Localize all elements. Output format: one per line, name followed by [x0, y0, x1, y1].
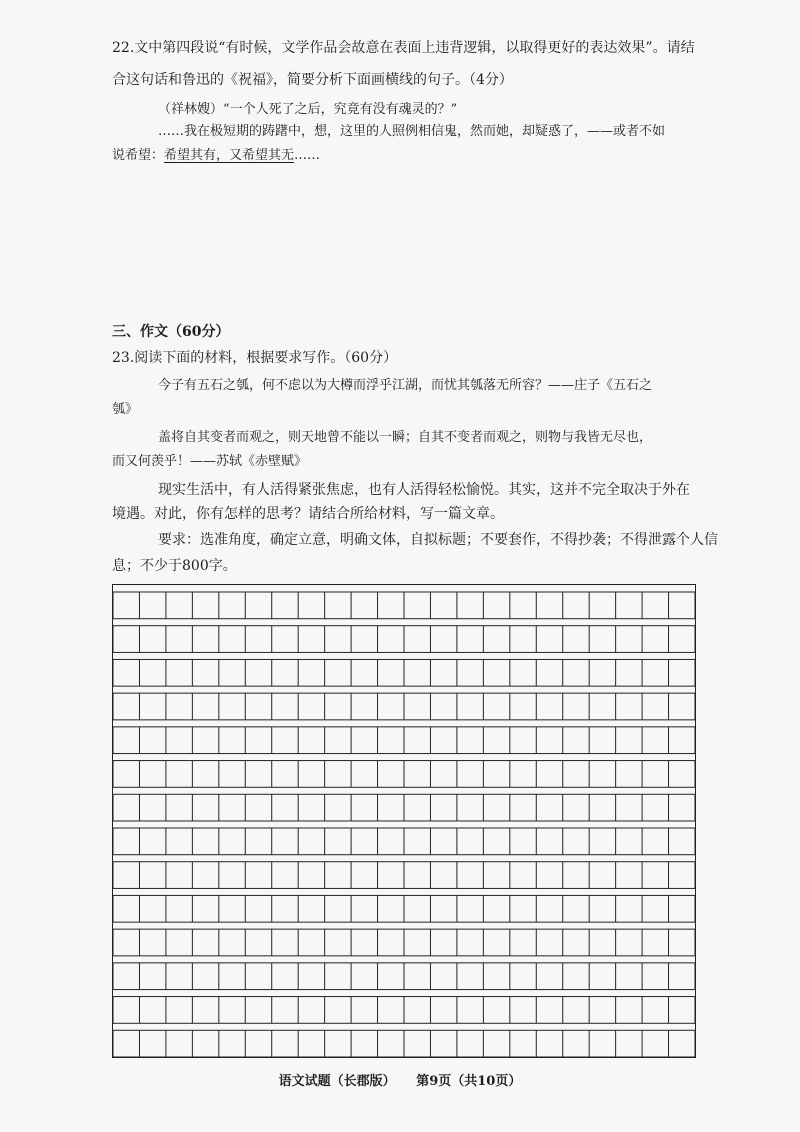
answer-grid[interactable] [112, 584, 696, 1058]
section3-title: 三、作文（60分） [112, 324, 230, 340]
q23-requirements-line2: 息；不少于800字。 [112, 558, 237, 574]
q22-excerpt-suffix: …… [294, 148, 321, 163]
q23-material2-line1: 盖将自其变者而观之，则天地曾不能以一瞬；自其不变者而观之，则物与我皆无尽也， [158, 430, 653, 445]
q23-material2-line2: 而又何羡乎！——苏轼《赤壁赋》 [112, 454, 308, 469]
q23-requirements-line1: 要求：选准角度，确定立意，明确文体，自拟标题；不要套作，不得抄袭；不得泄露个人信 [158, 532, 718, 548]
footer-page-number: 第9页（共10页） [416, 1074, 522, 1089]
q23-prompt-line1: 现实生活中，有人活得紧张焦虑，也有人活得轻松愉悦。其实，这并不完全取决于外在 [158, 482, 690, 498]
q23-prompt-line2: 境遇。对此，你有怎样的思考？请结合所给材料，写一篇文章。 [112, 506, 504, 522]
q22-excerpt-line2 [112, 146, 320, 166]
q22-text-line2: 合这句话和鲁迅的《祝福》，简要分析下面画横线的句子。（4分） [112, 72, 513, 88]
q22-underlined-sentence: 希望其有，又希望其无 [164, 148, 295, 163]
q22-excerpt-prefix: 说希望： [112, 148, 165, 163]
q22-quote: （祥林嫂）“一个人死了之后，究竟有没有魂灵的？” [158, 102, 458, 117]
footer-subject: 语文试题（长郡版） [278, 1074, 396, 1089]
q22-text-line1: 22.文中第四段说“有时候，文学作品会故意在表面上违背逻辑，以取得更好的表达效果”。请结 [112, 40, 695, 56]
page-footer [0, 1072, 800, 1092]
answer-grid-cells[interactable] [113, 585, 695, 1057]
q23-material1-line2: 瓠》 [112, 402, 139, 417]
q23-material1-line1: 今子有五石之瓠，何不虑以为大樽而浮乎江湖，而忧其瓠落无所容？——庄子《五石之 [158, 378, 653, 393]
q22-excerpt-line1: ……我在极短期的踌躇中，想，这里的人照例相信鬼，然而她，却疑惑了，——或者不如 [158, 124, 666, 139]
q23-heading: 23.阅读下面的材料，根据要求写作。（60分） [112, 350, 398, 366]
